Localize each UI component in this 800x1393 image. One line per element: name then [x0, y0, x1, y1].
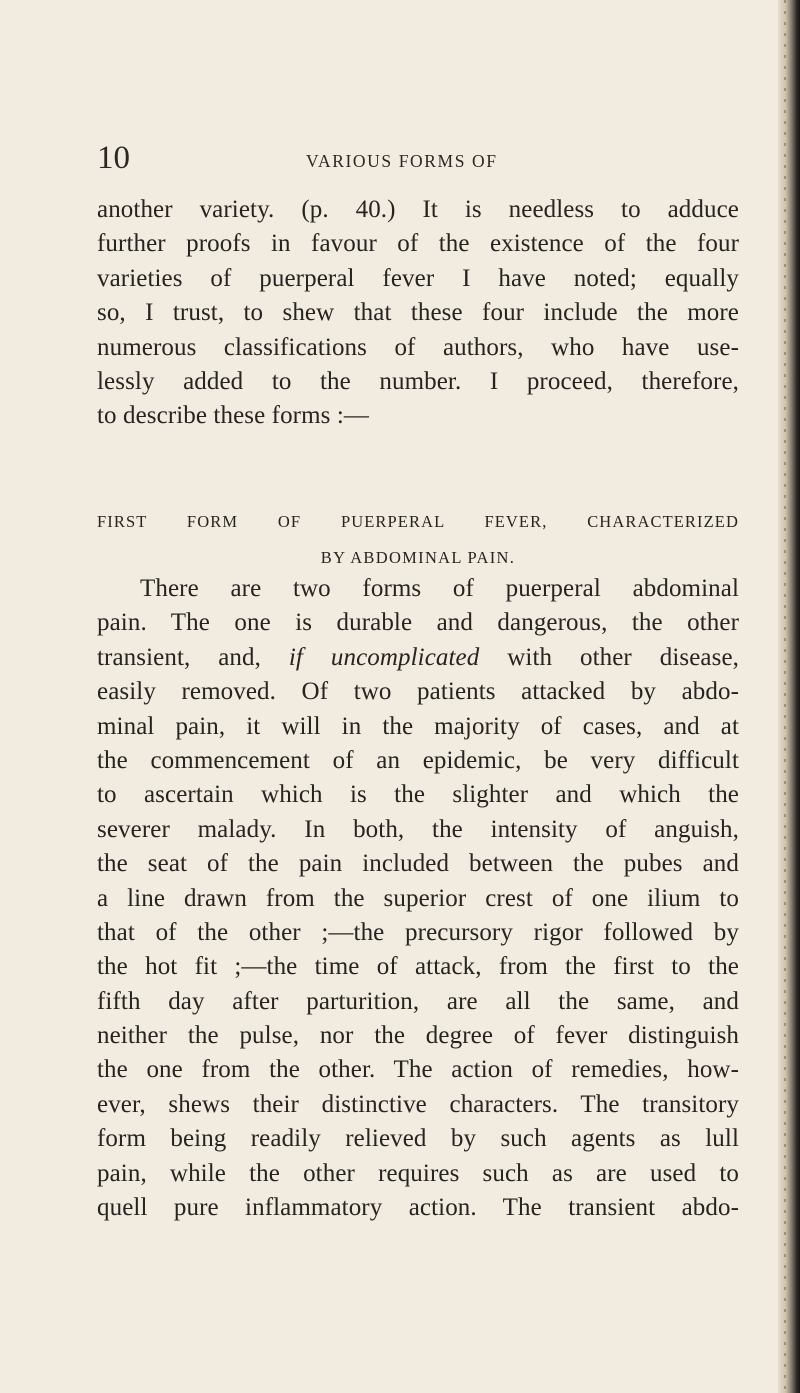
text-line: further proofs in favour of the existence of the four: [97, 230, 739, 258]
text-line: the hot fit ;—the time of attack, from the first to the: [97, 953, 739, 981]
text-line: that of the other ;—the precursory rigor followed by: [97, 918, 739, 946]
section-heading-line-2: BY ABDOMINAL PAIN.: [320, 548, 516, 567]
italic-phrase: if uncomplicated: [288, 643, 480, 671]
text-fragment: with other disease,: [479, 643, 739, 671]
text-line: There are two forms of puerperal abdominal: [140, 575, 739, 602]
text-line: pain, while the other requires such as are used to: [97, 1159, 739, 1187]
text-line: so, I trust, to shew that these four include the more: [97, 299, 739, 327]
text-line: the commencement of an epidemic, be very difficult: [97, 746, 739, 774]
text-line: easily removed. Of two patients attacked by abdo-: [97, 678, 739, 706]
text-line: ever, shews their distinctive characters. The transitory: [97, 1090, 739, 1118]
text-line: neither the pulse, nor the degree of fever distinguish: [97, 1022, 739, 1050]
paragraph-main: [97, 572, 739, 1225]
text-line: to ascertain which is the slighter and which the: [97, 781, 739, 809]
text-line: another variety. (p. 40.) It is needless to adduce: [97, 196, 739, 223]
section-heading: [97, 504, 739, 576]
text-line: numerous classifications of authors, who have use-: [97, 333, 739, 361]
paragraph-intro: [97, 193, 739, 434]
section-heading-line-1: FIRST FORM OF PUERPERAL FEVER, CHARACTERIZED: [97, 512, 739, 531]
text-line: to describe these forms :—: [97, 402, 369, 430]
text-line: minal pain, it will in the majority of cases, and at: [97, 712, 739, 740]
page-header: [0, 138, 800, 178]
text-line: the one from the other. The action of remedies, how-: [97, 1056, 739, 1084]
text-line: pain. The one is durable and dangerous, the other: [97, 609, 739, 637]
text-line: a line drawn from the superior crest of one ilium to: [97, 884, 739, 912]
text-line: fifth day after parturition, are all the same, and: [97, 987, 739, 1015]
text-line: quell pure inflammatory action. The transient abdo-: [97, 1194, 739, 1222]
page-number: 10: [97, 140, 130, 176]
text-line: lessly added to the number. I proceed, therefore,: [97, 367, 739, 395]
text-line-with-italic: [97, 641, 739, 675]
text-line: severer malady. In both, the intensity of anguish,: [97, 815, 739, 843]
page-edge-shadow: [778, 0, 800, 1393]
text-line: varieties of puerperal fever I have noted; equally: [97, 264, 739, 292]
text-line: the seat of the pain included between the pubes and: [97, 850, 739, 878]
running-head: VARIOUS FORMS OF: [306, 151, 498, 171]
text-fragment: transient, and,: [97, 643, 289, 671]
text-line: form being readily relieved by such agents as lull: [97, 1125, 739, 1153]
